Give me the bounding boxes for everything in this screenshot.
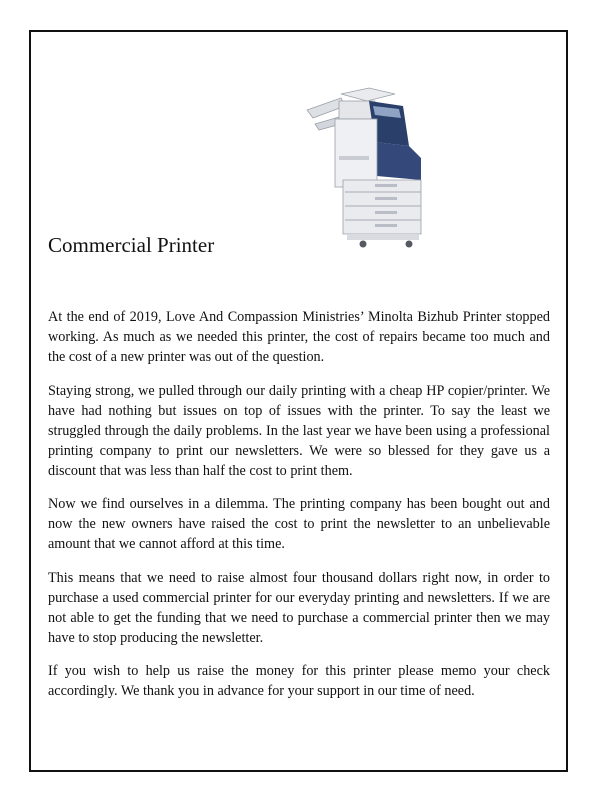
body-text (48, 307, 550, 715)
paragraph: At the end of 2019, Love And Compassion Ministries’ Minolta Bizhub Printer stopped working. As much as we needed this printer, the cost of repairs became too much and the cost of a new printer was out of the question. (48, 309, 550, 365)
document-title: Commercial Printer (48, 233, 215, 257)
printer-icon (305, 84, 427, 252)
paragraph: Staying strong, we pulled through our daily printing with a cheap HP copier/printer. We have had nothing but issues on top of issues with the printer. To say the least we struggled through the daily problems. In the last year we have been using a professional printing company to print our newsletters. We were so blessed for they gave us a discount that was less than half the cost to print them. (48, 382, 550, 479)
paragraph: Now we find ourselves in a dilemma. The printing company has been bought out and now the new owners have raised the cost to print the newsletter to an unbelievable amount that we cannot afford at this time. (48, 496, 550, 552)
paragraph: This means that we need to raise almost four thousand dollars right now, in order to purchase a used commercial printer for our everyday printing and newsletters. If we are not able to get the funding that we need to purchase a commercial printer then we may have to stop producing the newsletter. (48, 569, 550, 646)
paragraph: If you wish to help us raise the money for this printer please memo your check accordingly. We thank you in advance for your support in our time of need. (48, 663, 550, 699)
